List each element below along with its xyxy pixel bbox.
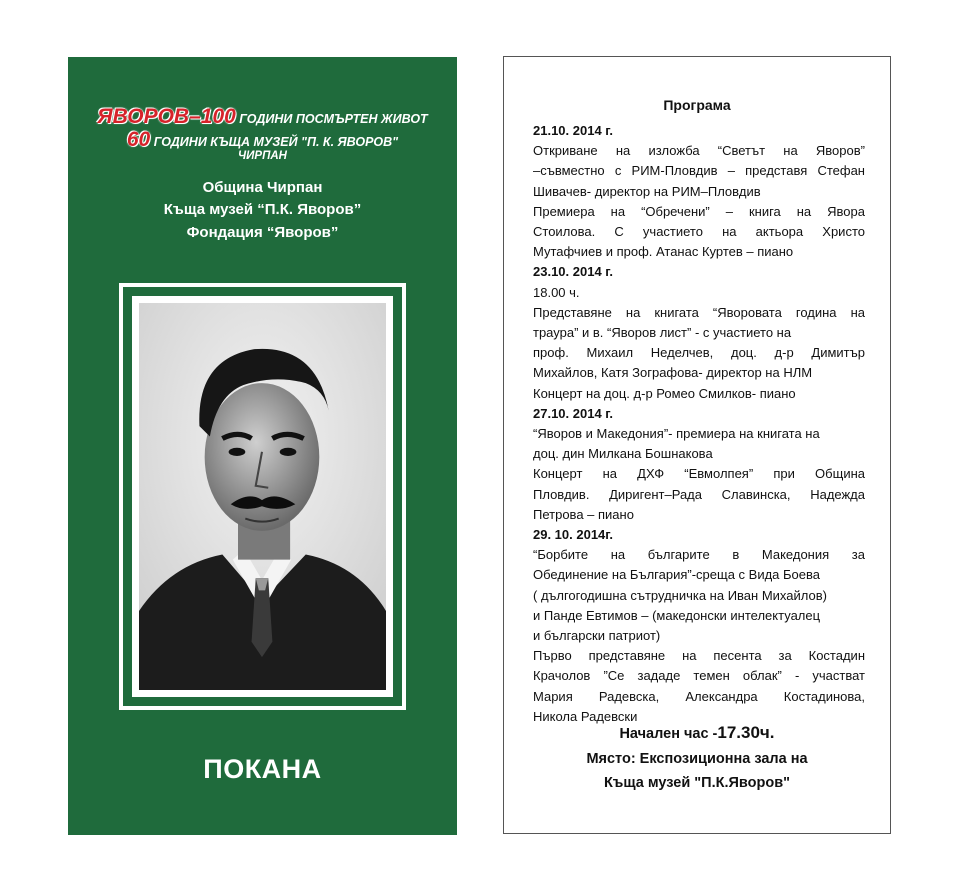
program-line: Шивачев- директор на РИМ–Пловдив (533, 183, 761, 199)
program-line: Обединение на България”-среща с Вида Боева (533, 567, 820, 583)
program-line: Първо представяне на песента за Костадин (533, 648, 865, 664)
portrait-frame (119, 283, 406, 710)
portrait-illustration (139, 303, 386, 690)
program-date: 29. 10. 2014г. (533, 527, 614, 543)
program-line: проф. Михаил Неделчев, доц. д-р Димитър (533, 345, 865, 361)
program-line: и български патриот) (533, 628, 661, 644)
invitation-cover (68, 57, 457, 835)
start-time-line (504, 721, 890, 746)
program-line: Крачолов ”Се зададе темен облак” - участват (533, 668, 865, 684)
program-line: “Яворов и Македония”- премиера на книгата на (533, 426, 820, 442)
program-line: –съвместно с РИМ-Пловдив – представя Стефан (533, 163, 865, 179)
headline-text-1: ГОДИНИ ПОСМЪРТЕН ЖИВОТ (235, 112, 428, 126)
program-line: доц. дин Милкана Бошнакова (533, 446, 713, 462)
program-line: и Панде Евтимов – (македонски интелектуалец (533, 607, 821, 623)
program-date: 27.10. 2014 г. (533, 405, 614, 421)
program-panel (503, 56, 891, 834)
headline-big-text-1: ЯВОРОВ–100 (97, 105, 236, 128)
organizer-foundation: Фондация “Яворов” (186, 224, 339, 241)
organizer-museum: Къща музей “П.К. Яворов” (163, 201, 362, 218)
program-line: “Борбите на българите в Македония за (533, 547, 865, 563)
headline-text-2: ГОДИНИ КЪЩА МУЗЕЙ "П. К. ЯВОРОВ" (150, 135, 399, 149)
venue-line-2: Къща музей "П.К.Яворов" (603, 775, 791, 791)
program-line: ( дългогодишна сътрудничка на Иван Михайлов) (533, 587, 827, 603)
portrait-photo (139, 303, 386, 690)
program-line: Представяне на книгата “Яворовата година на (533, 304, 865, 320)
program-body (533, 121, 865, 727)
headline-line-1 (68, 105, 457, 128)
program-line: 18.00 ч. (533, 284, 580, 300)
program-line: Мария Радевска, Александра Костадинова, (533, 688, 865, 704)
headline-big-text-2: 60 (126, 128, 151, 151)
program-line: Концерт на ДХФ “Евмолпея” при Община (533, 466, 865, 482)
program-line: Стоилова. С участието на актьора Христо (533, 224, 865, 240)
program-line: Пловдив. Диригент–Рада Славинска, Надежда (533, 486, 865, 502)
start-time-label: Начален час - (619, 726, 718, 742)
invitation-title: ПОКАНА (203, 754, 322, 784)
headline-line-3: ЧИРПАН (238, 150, 287, 162)
program-line: Никола Радевски (533, 708, 638, 724)
program-line: Откриване на изложба “Светът на Яворов” (533, 143, 865, 159)
program-date: 21.10. 2014 г. (533, 123, 614, 138)
organizer-municipality: Община Чирпан (202, 179, 323, 196)
headline-line-2 (68, 128, 457, 151)
program-line: Петрова – пиано (533, 506, 634, 522)
program-line: Концерт на доц. д-р Ромео Смилков- пиано (533, 385, 796, 401)
start-time-value: 17.30ч. (717, 723, 775, 742)
program-line: Мутафчиев и проф. Атанас Куртев – пиано (533, 244, 794, 260)
program-date: 23.10. 2014 г. (533, 264, 614, 280)
program-line: траура” и в. “Яворов лист” - с участието на (533, 325, 792, 341)
venue-line-1: Място: Експозиционна зала на (586, 751, 808, 767)
program-line: Премиера на “Обречени” – книга на Явора (533, 203, 865, 219)
program-line: Михайлов, Катя Зографова- директор на НЛМ (533, 365, 813, 381)
program-title: Програма (663, 97, 731, 113)
